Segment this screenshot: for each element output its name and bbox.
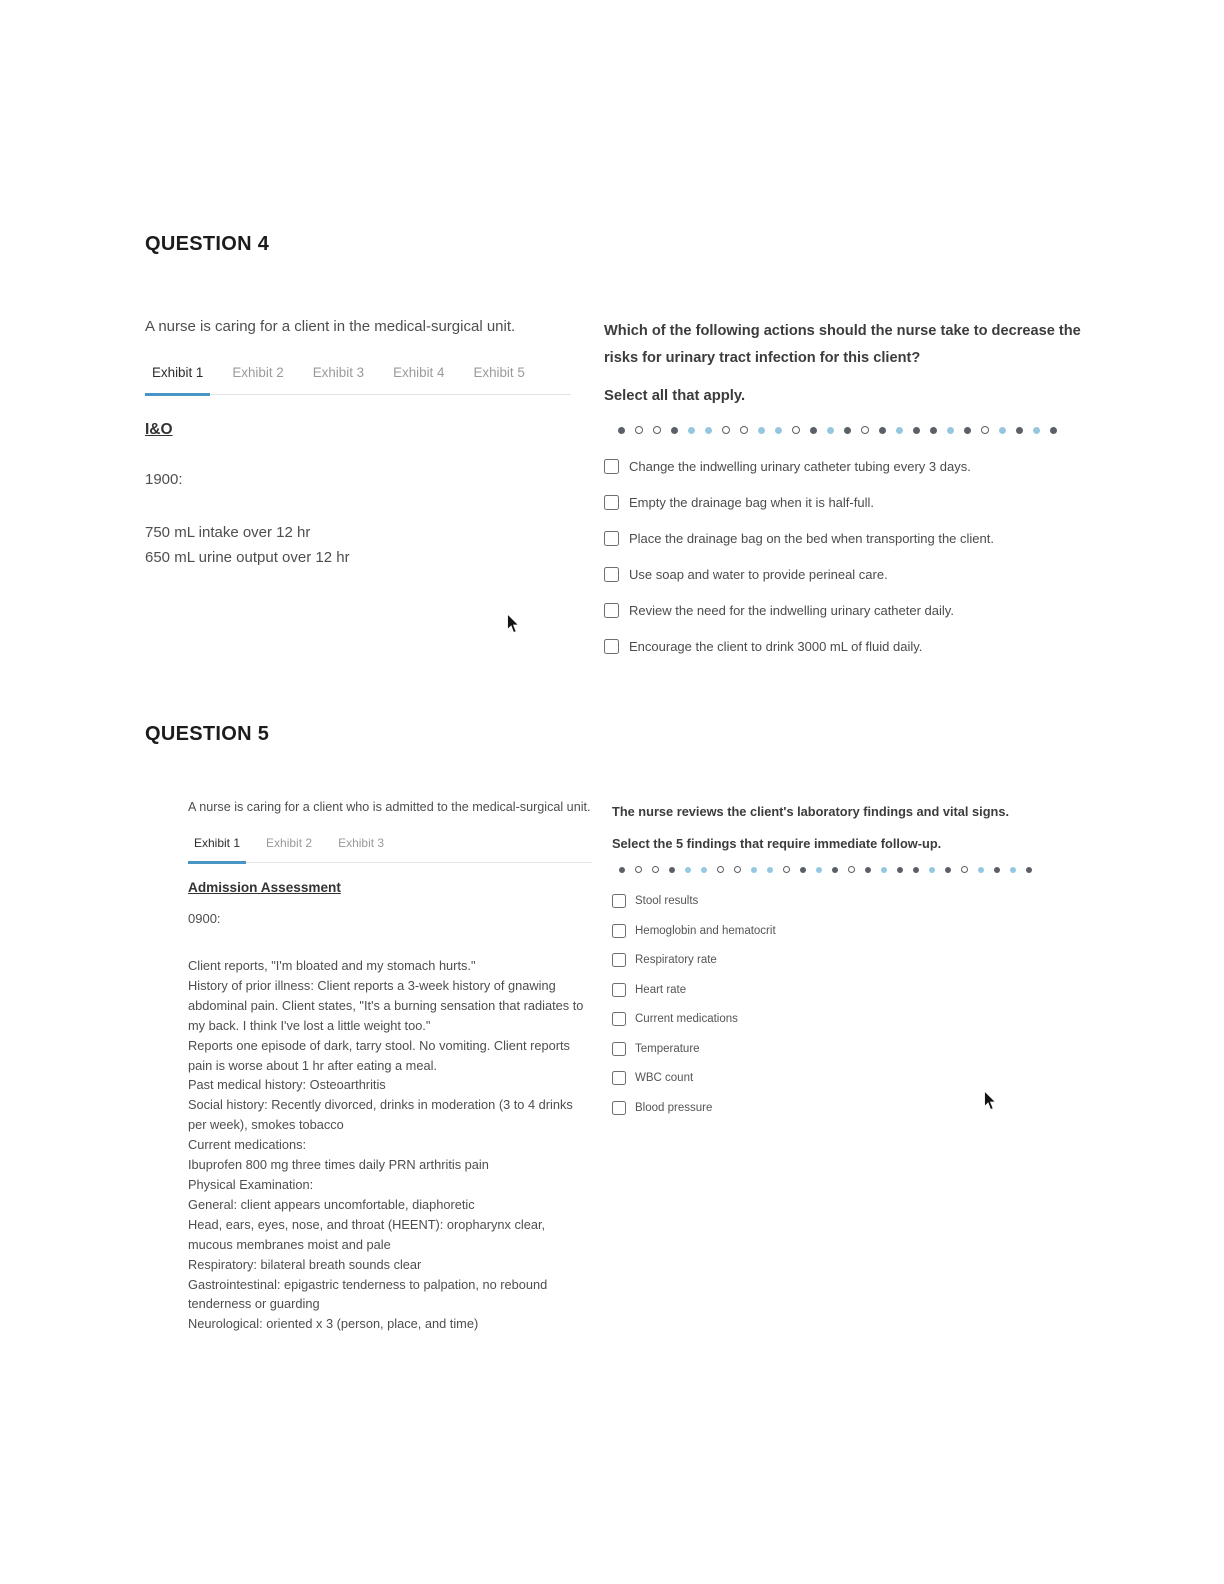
- question-4-answer-panel: [604, 310, 1109, 675]
- checkbox-icon[interactable]: [612, 953, 626, 967]
- exhibit-text-line: Client reports, "I'm bloated and my stomach hurts.": [188, 958, 476, 973]
- progress-dot-open: [734, 866, 741, 873]
- checkbox-icon[interactable]: [612, 1012, 626, 1026]
- option-row: [604, 567, 1109, 582]
- option-label: Respiratory rate: [635, 954, 717, 967]
- progress-dot-filled: [1016, 427, 1023, 434]
- exhibit-text-line: Neurological: oriented x 3 (person, place, and time): [188, 1316, 479, 1332]
- progress-dot-open: [981, 426, 989, 434]
- option-label: Review the need for the indwelling urinary catheter daily.: [629, 603, 954, 618]
- progress-dot-filled: [619, 867, 625, 873]
- progress-dot-filled: [897, 867, 903, 873]
- tab-exhibit-3[interactable]: Exhibit 3: [312, 365, 365, 380]
- tab-exhibit-2[interactable]: Exhibit 2: [232, 365, 284, 380]
- progress-dot-open: [653, 426, 661, 434]
- exhibit-text-line: Ibuprofen 800 mg three times daily PRN arthritis pain: [188, 1157, 489, 1173]
- progress-dot-blue: [1033, 427, 1040, 434]
- question-4-heading: QUESTION 4: [145, 233, 270, 255]
- question-5-answer-panel: [612, 795, 1072, 1130]
- option-row: [612, 924, 1072, 938]
- progress-dot-blue: [1010, 867, 1016, 873]
- option-label: Current medications: [635, 1013, 738, 1026]
- question-instruction: Select all that apply.: [604, 388, 746, 404]
- exhibit-text-line: History of prior illness: Client reports a 3-week history of gnawing abdominal pain. Client states, "It's a burning sensation that radiates to my back. I think I've lost a little weight too.": [188, 977, 584, 1033]
- progress-dot-blue: [688, 427, 695, 434]
- progress-dot-filled: [994, 867, 1000, 873]
- option-label: Empty the drainage bag when it is half-full.: [629, 495, 874, 510]
- progress-dot-blue: [685, 867, 691, 873]
- progress-dot-open: [652, 866, 659, 873]
- option-label: Temperature: [635, 1042, 700, 1055]
- progress-dot-blue: [816, 867, 822, 873]
- progress-dot-open: [635, 426, 643, 434]
- checkbox-icon[interactable]: [612, 1042, 626, 1056]
- option-label: Heart rate: [635, 983, 687, 996]
- progress-dot-filled: [1026, 867, 1032, 873]
- option-row: [612, 983, 1072, 997]
- progress-dot-open: [722, 426, 730, 434]
- question-4-exhibit-panel: [145, 312, 571, 570]
- exhibit-text-line: Past medical history: Osteoarthritis: [188, 1077, 386, 1093]
- exhibit-title: I&O: [145, 421, 173, 438]
- option-row: [612, 894, 1072, 908]
- progress-dot-blue: [705, 427, 712, 434]
- progress-dot-filled: [964, 427, 971, 434]
- checkbox-icon[interactable]: [612, 924, 626, 938]
- progress-dots: [612, 866, 1072, 873]
- exhibit-text-line: 750 mL intake over 12 hr: [145, 524, 311, 541]
- progress-dot-filled: [844, 427, 851, 434]
- exhibit-text-line: Respiratory: bilateral breath sounds clear: [188, 1256, 422, 1272]
- progress-dot-open: [848, 866, 855, 873]
- exhibit-time: 1900:: [145, 471, 183, 488]
- option-row: [604, 531, 1109, 546]
- exhibit-tabs: [188, 836, 592, 863]
- exhibit-text-line: Gastrointestinal: epigastric tenderness to palpation, no rebound tenderness or guarding: [188, 1276, 548, 1312]
- progress-dot-blue: [947, 427, 954, 434]
- progress-dot-open: [861, 426, 869, 434]
- checkbox-icon[interactable]: [604, 639, 619, 654]
- exhibit-text-line: Reports one episode of dark, tarry stool. No vomiting. Client reports pain is worse about 1 hr after eating a meal.: [188, 1037, 570, 1073]
- option-row: [612, 1012, 1072, 1026]
- option-row: [604, 639, 1109, 654]
- progress-dot-filled: [671, 427, 678, 434]
- mouse-cursor-icon: [983, 1090, 997, 1111]
- option-label: Blood pressure: [635, 1101, 713, 1114]
- progress-dot-filled: [879, 427, 886, 434]
- exhibit-text-line: Social history: Recently divorced, drinks in moderation (3 to 4 drinks per week), smokes tobacco: [188, 1097, 573, 1133]
- progress-dot-blue: [999, 427, 1006, 434]
- option-label: Change the indwelling urinary catheter tubing every 3 days.: [629, 459, 971, 474]
- progress-dot-filled: [945, 867, 951, 873]
- progress-dot-blue: [751, 867, 757, 873]
- tab-exhibit-1[interactable]: Exhibit 1: [188, 836, 246, 862]
- checkbox-icon[interactable]: [604, 459, 619, 474]
- exhibit-text-line: General: client appears uncomfortable, diaphoretic: [188, 1196, 475, 1212]
- exhibit-tabs: [145, 365, 571, 395]
- progress-dot-filled: [913, 867, 919, 873]
- option-label: Hemoglobin and hematocrit: [635, 924, 776, 937]
- option-label: Stool results: [635, 895, 699, 908]
- tab-exhibit-2[interactable]: Exhibit 2: [266, 836, 313, 850]
- exhibit-text-line: 650 mL urine output over 12 hr: [145, 549, 350, 566]
- progress-dot-filled: [669, 867, 675, 873]
- progress-dot-filled: [913, 427, 920, 434]
- exhibit-time: 0900:: [188, 911, 221, 926]
- exhibit-content: [188, 956, 592, 1334]
- progress-dot-open: [635, 866, 642, 873]
- progress-dot-blue: [881, 867, 887, 873]
- exhibit-text-line: Head, ears, eyes, nose, and throat (HEENT): oropharynx clear, mucous membranes moist and pale: [188, 1216, 546, 1252]
- progress-dot-filled: [930, 427, 937, 434]
- tab-exhibit-3[interactable]: Exhibit 3: [338, 836, 385, 850]
- progress-dots: [604, 426, 1109, 434]
- progress-dot-blue: [827, 427, 834, 434]
- progress-dot-filled: [800, 867, 806, 873]
- progress-dot-open: [740, 426, 748, 434]
- question-5-exhibit-panel: [188, 795, 592, 1334]
- progress-dot-blue: [978, 867, 984, 873]
- checkbox-icon[interactable]: [604, 531, 619, 546]
- progress-dot-filled: [810, 427, 817, 434]
- tab-exhibit-1[interactable]: Exhibit 1: [145, 365, 210, 394]
- progress-dot-open: [717, 866, 724, 873]
- question-4-stem: A nurse is caring for a client in the medical-surgical unit.: [145, 318, 516, 335]
- progress-dot-blue: [701, 867, 707, 873]
- checkbox-icon[interactable]: [612, 983, 626, 997]
- progress-dot-filled: [1050, 427, 1057, 434]
- option-row: [612, 1042, 1072, 1056]
- options-list: [612, 894, 1072, 1115]
- option-row: [612, 1101, 1072, 1115]
- progress-dot-open: [783, 866, 790, 873]
- progress-dot-open: [792, 426, 800, 434]
- option-label: WBC count: [635, 1072, 694, 1085]
- progress-dot-blue: [758, 427, 765, 434]
- option-row: [612, 953, 1072, 967]
- option-row: [604, 603, 1109, 618]
- progress-dot-blue: [775, 427, 782, 434]
- option-row: [604, 495, 1109, 510]
- checkbox-icon[interactable]: [604, 603, 619, 618]
- checkbox-icon[interactable]: [612, 1071, 626, 1085]
- checkbox-icon[interactable]: [612, 894, 626, 908]
- progress-dot-blue: [929, 867, 935, 873]
- exhibit-title: Admission Assessment: [188, 880, 341, 895]
- progress-dot-blue: [896, 427, 903, 434]
- exhibit-content: [145, 520, 571, 570]
- tab-exhibit-5[interactable]: Exhibit 5: [473, 365, 525, 380]
- question-5-heading: QUESTION 5: [145, 723, 270, 745]
- question-instruction: Select the 5 findings that require immediate follow-up.: [612, 836, 942, 851]
- mouse-cursor-icon: [506, 613, 520, 634]
- options-list: [604, 459, 1109, 654]
- option-label: Encourage the client to drink 3000 mL of fluid daily.: [629, 639, 923, 654]
- question-text: Which of the following actions should the nurse take to decrease the risks for urinary tract infection for this client?: [604, 323, 1081, 366]
- tab-exhibit-4[interactable]: Exhibit 4: [393, 365, 445, 380]
- checkbox-icon[interactable]: [612, 1101, 626, 1115]
- progress-dot-filled: [618, 427, 625, 434]
- exhibit-text-line: Physical Examination:: [188, 1176, 314, 1192]
- progress-dot-open: [961, 866, 968, 873]
- option-label: Use soap and water to provide perineal care.: [629, 567, 888, 582]
- checkbox-icon[interactable]: [604, 495, 619, 510]
- question-5-stem: A nurse is caring for a client who is admitted to the medical-surgical unit.: [188, 800, 591, 814]
- option-row: [612, 1071, 1072, 1085]
- option-row: [604, 459, 1109, 474]
- option-label: Place the drainage bag on the bed when transporting the client.: [629, 531, 994, 546]
- exhibit-text-line: Current medications:: [188, 1137, 307, 1153]
- progress-dot-filled: [865, 867, 871, 873]
- checkbox-icon[interactable]: [604, 567, 619, 582]
- question-text: The nurse reviews the client's laboratory findings and vital signs.: [612, 804, 1010, 819]
- progress-dot-filled: [832, 867, 838, 873]
- progress-dot-blue: [767, 867, 773, 873]
